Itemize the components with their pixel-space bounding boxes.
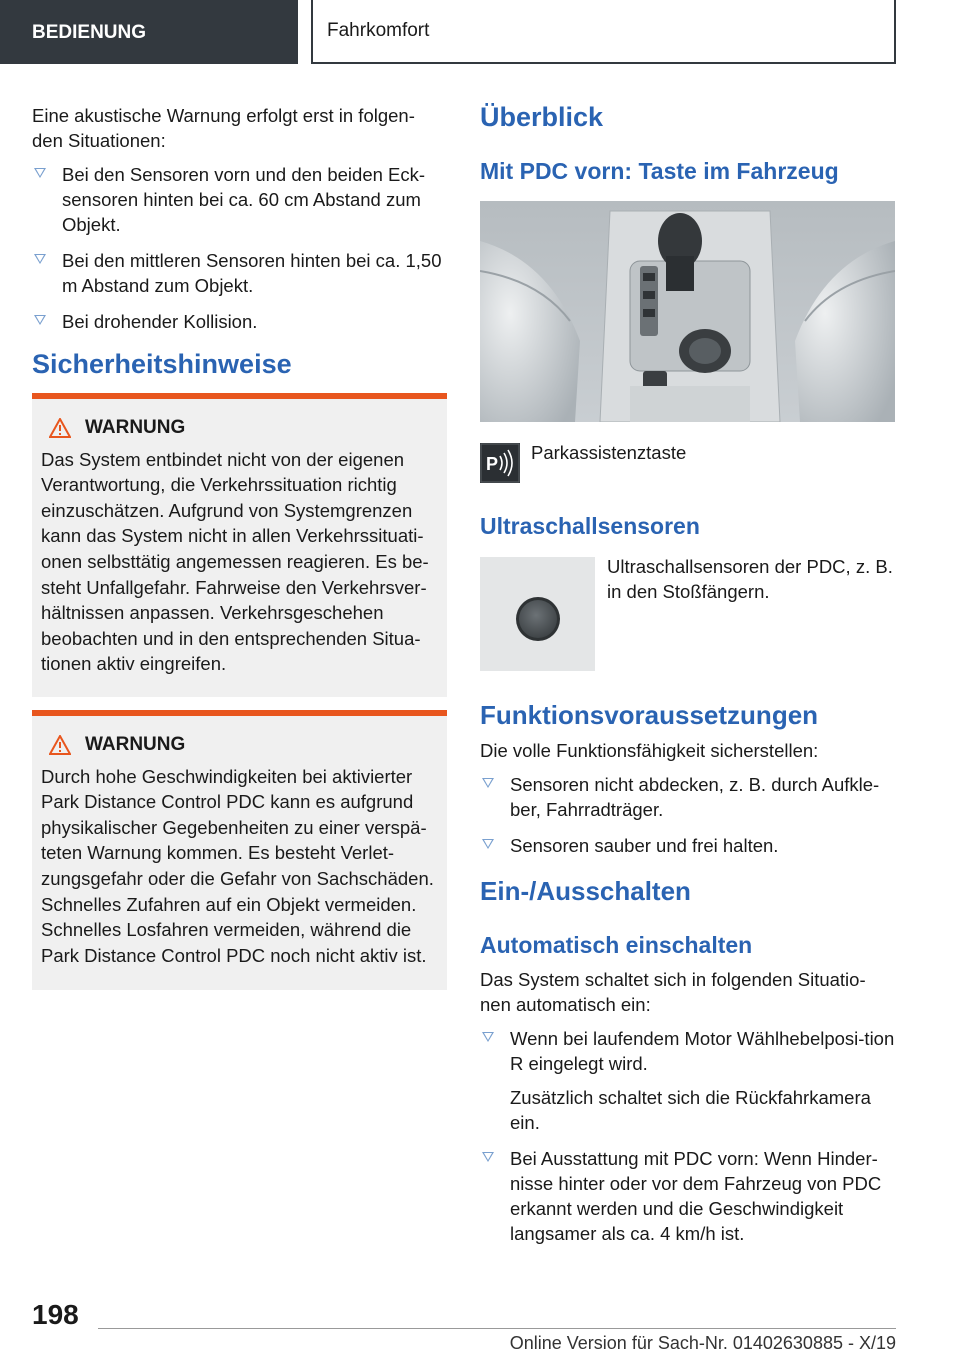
ultrasonic-text-block <box>607 554 897 604</box>
warning-box-1 <box>32 393 447 697</box>
footer-text: Online Version für Sach-Nr. 01402630885 - X/19 <box>509 1333 896 1353</box>
warning-title: WARNUNG <box>85 417 186 438</box>
auto-intro: Das System schaltet sich in folgenden Situatio-nen automatisch ein: <box>480 969 866 1015</box>
page-number: 198 <box>32 1299 79 1330</box>
bullet-text: Sensoren sauber und frei halten. <box>510 835 779 856</box>
header-chapter-box <box>311 0 896 64</box>
warning-triangle-icon <box>49 418 71 438</box>
ultrasonic-heading: Ultraschallsensoren <box>480 513 700 539</box>
footer-divider <box>98 1328 896 1329</box>
bullet-text: Wenn bei laufendem Motor Wählhebelposi-tion R eingelegt wird. <box>510 1028 895 1074</box>
ultrasonic-sensor-image <box>480 557 595 671</box>
button-caption <box>531 440 891 465</box>
bullet-item <box>32 248 444 298</box>
bullet-text: Sensoren nicht abdecken, z. B. durch Aufkle-ber, Fahrradträger. <box>510 774 880 820</box>
bullet-item <box>480 1146 896 1246</box>
header-section-tab <box>0 0 298 64</box>
bullet-item <box>32 309 444 334</box>
safety-heading: Sicherheitshinweise <box>32 349 292 379</box>
bullet-triangle-icon <box>482 1032 494 1042</box>
center-console-photo <box>480 201 895 422</box>
header-section-label: BEDIENUNG <box>32 22 147 43</box>
bullet-triangle-icon <box>482 778 494 788</box>
bullet-text: Bei den mittleren Sensoren hinten bei ca. 1,50 m Abstand zum Objekt. <box>62 250 442 296</box>
function-intro: Die volle Funktionsfähigkeit sicherstellen: <box>480 740 819 761</box>
overview-heading: Überblick <box>480 102 604 132</box>
button-caption-text: Parkassistenztaste <box>531 442 687 463</box>
auto-on-block <box>480 967 896 1246</box>
parking-assist-button-icon <box>480 443 520 483</box>
left-column <box>32 103 444 334</box>
function-requirements-heading: Funktionsvoraussetzungen <box>480 700 819 730</box>
bullet-item <box>480 833 896 858</box>
bullet-item <box>480 1026 896 1135</box>
bullet-triangle-icon <box>34 254 46 264</box>
pdc-heading: Mit PDC vorn: Taste im Fahrzeug <box>480 158 839 184</box>
warning-title: WARNUNG <box>85 734 186 755</box>
warning-text: Das System entbindet nicht von der eigenen Verantwortung, die Verkehrssituation richtig einzuschätzen. Aufgrund von Systemgrenzen kann das System nicht in allen Verkehrssituati-onen selbsttätig angemessen reagieren. Es be-steht Unfallgefahr. Fahrweise den Verkehrsver-hältnissen anpassen. Verkehrsgeschehen beobachten und in den entsprechenden Situa-tionen aktiv eingreifen. <box>41 448 429 675</box>
auto-on-heading: Automatisch einschalten <box>480 932 753 958</box>
svg-text:P: P <box>486 454 499 474</box>
intro-paragraph: Eine akustische Warnung erfolgt erst in folgen-den Situationen: <box>32 105 415 151</box>
ultrasonic-text: Ultraschallsensoren der PDC, z. B. in den Stoßfängern. <box>607 556 893 602</box>
bullet-item <box>480 772 896 822</box>
warning-triangle-icon <box>49 735 71 755</box>
bullet-note: Zusätzlich schaltet sich die Rückfahrkamera ein. <box>510 1087 871 1133</box>
bullet-text: Bei drohender Kollision. <box>62 311 258 332</box>
on-off-heading: Ein-/Ausschalten <box>480 876 691 906</box>
warning-text: Durch hohe Geschwindigkeiten bei aktivierter Park Distance Control PDC kann es aufgrund physikalischer Gegebenheiten zu einer verspä-teten Warnung kommen. Es besteht Verlet-zungsgefahr oder die Gefahr von Sachschäden. Schnelles Zufahren auf ein Objekt vermeiden. Schnelles Losfahren vermeiden, während die Park Distance Control PDC noch nicht aktiv ist. <box>41 765 434 966</box>
header-chapter-label: Fahrkomfort <box>327 20 430 41</box>
warning-box-2 <box>32 710 447 990</box>
bullet-triangle-icon <box>34 315 46 325</box>
bullet-text: Bei den Sensoren vorn und den beiden Eck-sensoren hinten bei ca. 60 cm Abstand zum Objekt. <box>62 164 426 235</box>
bullet-triangle-icon <box>482 1152 494 1162</box>
bullet-text: Bei Ausstattung mit PDC vorn: Wenn Hinder-nisse hinter oder vor dem Fahrzeug von PDC erkannt werden und die Geschwindigkeit langsamer als ca. 4 km/h ist. <box>510 1148 882 1244</box>
bullet-item <box>32 162 444 237</box>
bullet-triangle-icon <box>482 839 494 849</box>
function-requirements-block <box>480 738 896 858</box>
bullet-triangle-icon <box>34 168 46 178</box>
